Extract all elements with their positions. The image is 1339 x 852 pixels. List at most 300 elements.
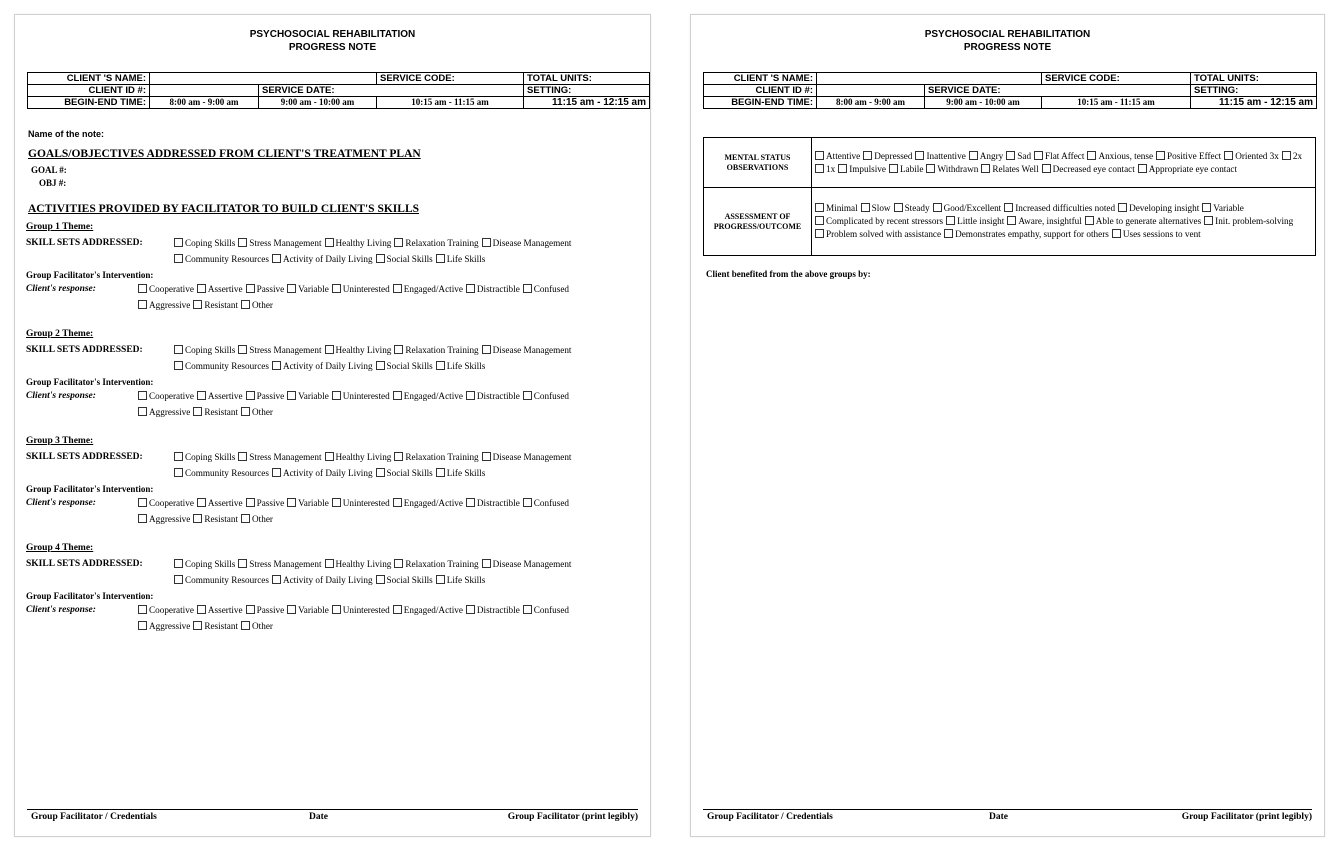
checkbox[interactable] — [1224, 151, 1233, 160]
option-item[interactable] — [981, 163, 1038, 176]
option-label: Resistant — [204, 300, 239, 310]
checkbox[interactable] — [436, 468, 445, 477]
checkbox[interactable] — [1156, 151, 1165, 160]
checkbox[interactable] — [197, 391, 206, 400]
checkbox[interactable] — [482, 559, 491, 568]
option-item[interactable] — [482, 345, 572, 356]
checkbox[interactable] — [466, 605, 475, 614]
checkbox[interactable] — [241, 300, 250, 309]
option-item[interactable] — [138, 284, 194, 295]
checkbox[interactable] — [174, 238, 183, 247]
option-item[interactable] — [174, 361, 269, 372]
checkbox[interactable] — [815, 229, 824, 238]
skill-options-row-2 — [174, 575, 488, 586]
response-options-row-1 — [138, 284, 572, 295]
skill-options-row-1 — [174, 559, 575, 570]
option-label: Slow — [871, 203, 891, 213]
service-code-label: SERVICE CODE: — [377, 73, 524, 85]
option-label: Uninterested — [342, 391, 390, 401]
option-item[interactable] — [436, 575, 486, 586]
checkbox[interactable] — [838, 164, 847, 173]
checkbox[interactable] — [1007, 216, 1016, 225]
option-item[interactable] — [272, 361, 373, 372]
option-item[interactable] — [272, 575, 373, 586]
checkbox[interactable] — [436, 254, 445, 263]
option-item[interactable] — [238, 345, 321, 356]
option-item[interactable] — [1042, 163, 1135, 176]
checkbox[interactable] — [523, 605, 532, 614]
checkbox[interactable] — [861, 203, 870, 212]
option-item[interactable] — [815, 228, 941, 241]
option-item[interactable] — [246, 498, 285, 509]
checkbox[interactable] — [393, 605, 402, 614]
checkbox[interactable] — [394, 559, 403, 568]
checkbox[interactable] — [393, 391, 402, 400]
option-item[interactable] — [1006, 150, 1031, 163]
option-item[interactable] — [138, 300, 190, 311]
checkbox[interactable] — [138, 498, 147, 507]
option-item[interactable] — [376, 361, 433, 372]
checkbox[interactable] — [933, 203, 942, 212]
checkbox[interactable] — [1042, 164, 1051, 173]
option-item[interactable] — [394, 345, 478, 356]
option-item[interactable] — [238, 238, 321, 249]
checkbox[interactable] — [174, 468, 183, 477]
option-item[interactable] — [332, 605, 390, 616]
option-label: Aggressive — [149, 300, 191, 310]
activities-heading: ACTIVITIES PROVIDED BY FACILITATOR TO BUILD CLIENT'S SKILLS — [28, 203, 420, 215]
option-item[interactable] — [241, 300, 273, 311]
checkbox[interactable] — [272, 254, 281, 263]
checkbox[interactable] — [325, 559, 334, 568]
option-item[interactable] — [894, 202, 930, 215]
checkbox[interactable] — [287, 498, 296, 507]
checkbox[interactable] — [241, 407, 250, 416]
option-item[interactable] — [482, 238, 572, 249]
checkbox[interactable] — [393, 284, 402, 293]
option-item[interactable] — [838, 163, 886, 176]
option-item[interactable] — [287, 498, 329, 509]
checkbox[interactable] — [174, 575, 183, 584]
option-label: 1x — [826, 163, 836, 174]
option-item[interactable] — [1118, 202, 1199, 215]
time-slot-2: 9:00 am - 10:00 am — [259, 97, 377, 109]
option-item[interactable] — [815, 150, 860, 163]
option-label: Activity of Daily Living — [282, 254, 373, 264]
option-item[interactable] — [138, 391, 194, 402]
option-label: Positive Effect — [1167, 150, 1222, 161]
checkbox[interactable] — [193, 514, 202, 523]
option-item[interactable] — [332, 498, 390, 509]
option-item[interactable] — [815, 215, 943, 228]
checkbox[interactable] — [466, 284, 475, 293]
option-item[interactable] — [523, 284, 569, 295]
option-item[interactable] — [1034, 150, 1084, 163]
checkbox[interactable] — [394, 452, 403, 461]
option-item[interactable] — [287, 391, 329, 402]
option-item[interactable] — [197, 284, 243, 295]
checkbox[interactable] — [394, 345, 403, 354]
checkbox[interactable] — [1004, 203, 1013, 212]
option-item[interactable] — [1282, 150, 1302, 163]
option-item[interactable] — [332, 391, 390, 402]
option-item[interactable] — [325, 345, 392, 356]
checkbox[interactable] — [138, 407, 147, 416]
checkbox[interactable] — [174, 345, 183, 354]
option-label: Variable — [298, 498, 329, 508]
checkbox[interactable] — [1112, 229, 1121, 238]
option-label: Labile — [899, 163, 924, 174]
checkbox[interactable] — [138, 605, 147, 614]
checkbox[interactable] — [969, 151, 978, 160]
option-label: Social Skills — [386, 468, 433, 478]
checkbox[interactable] — [889, 164, 898, 173]
option-label: Inattentive — [926, 150, 966, 161]
option-label: Passive — [256, 498, 285, 508]
option-item[interactable] — [482, 452, 572, 463]
option-item[interactable] — [393, 284, 463, 295]
option-label: Community Resources — [185, 361, 269, 371]
option-item[interactable] — [944, 228, 1109, 241]
option-item[interactable] — [1204, 215, 1293, 228]
option-label: Activity of Daily Living — [282, 468, 373, 478]
checkbox[interactable] — [287, 391, 296, 400]
option-item[interactable] — [376, 254, 433, 265]
checkbox[interactable] — [272, 575, 281, 584]
option-item[interactable] — [889, 163, 923, 176]
option-item[interactable] — [1138, 163, 1237, 176]
checkbox[interactable] — [1138, 164, 1147, 173]
option-item[interactable] — [393, 391, 463, 402]
option-label: Healthy Living — [335, 238, 392, 248]
checkbox[interactable] — [193, 407, 202, 416]
checkbox[interactable] — [246, 284, 255, 293]
option-label: Life Skills — [446, 361, 486, 371]
checkbox[interactable] — [393, 498, 402, 507]
response-options-row-1 — [138, 391, 572, 402]
checkbox[interactable] — [241, 621, 250, 630]
checkbox[interactable] — [287, 284, 296, 293]
option-item[interactable] — [138, 621, 190, 632]
option-item[interactable] — [969, 150, 1003, 163]
checkbox[interactable] — [238, 238, 247, 247]
client-name-label: CLIENT 'S NAME: — [28, 73, 150, 85]
option-item[interactable] — [1112, 228, 1201, 241]
checkbox[interactable] — [1282, 151, 1291, 160]
checkbox[interactable] — [815, 203, 824, 212]
checkbox[interactable] — [197, 605, 206, 614]
checkbox[interactable] — [394, 238, 403, 247]
option-item[interactable] — [926, 163, 978, 176]
checkbox[interactable] — [246, 391, 255, 400]
client-name-field[interactable] — [817, 73, 1042, 85]
checkbox[interactable] — [332, 284, 341, 293]
client-id-field[interactable] — [817, 85, 925, 97]
option-item[interactable] — [1087, 150, 1153, 163]
checkbox[interactable] — [246, 605, 255, 614]
checkbox[interactable] — [174, 452, 183, 461]
option-item[interactable] — [946, 215, 1004, 228]
option-item[interactable] — [193, 407, 238, 418]
option-item[interactable] — [1085, 215, 1201, 228]
checkbox[interactable] — [482, 452, 491, 461]
option-item[interactable] — [246, 605, 285, 616]
option-label: Engaged/Active — [403, 284, 463, 294]
option-item[interactable] — [1007, 215, 1081, 228]
checkbox[interactable] — [466, 391, 475, 400]
option-label: Social Skills — [386, 575, 433, 585]
group-theme-label: Group 2 Theme: — [26, 329, 94, 339]
checkbox[interactable] — [944, 229, 953, 238]
option-item[interactable] — [436, 361, 486, 372]
option-label: Uninterested — [342, 605, 390, 615]
client-response-label: Client's response: — [26, 284, 96, 294]
option-label: Disease Management — [492, 452, 572, 462]
option-item[interactable] — [325, 452, 392, 463]
option-label: Confused — [533, 605, 570, 615]
option-label: Disease Management — [492, 345, 572, 355]
option-item[interactable] — [523, 605, 569, 616]
checkbox[interactable] — [894, 203, 903, 212]
option-item[interactable] — [466, 605, 520, 616]
checkbox[interactable] — [138, 300, 147, 309]
option-item[interactable] — [272, 468, 373, 479]
checkbox[interactable] — [863, 151, 872, 160]
option-label: Attentive — [826, 150, 861, 161]
option-item[interactable] — [193, 300, 238, 311]
checkbox[interactable] — [138, 284, 147, 293]
option-item[interactable] — [174, 254, 269, 265]
checkbox[interactable] — [1085, 216, 1094, 225]
option-item[interactable] — [1156, 150, 1221, 163]
option-item[interactable] — [197, 391, 243, 402]
client-name-label: CLIENT 'S NAME: — [704, 73, 817, 85]
option-item[interactable] — [376, 575, 433, 586]
checkbox[interactable] — [238, 559, 247, 568]
option-item[interactable] — [376, 468, 433, 479]
client-info-table — [703, 72, 1317, 109]
option-item[interactable] — [241, 621, 273, 632]
checkbox[interactable] — [138, 621, 147, 630]
option-item[interactable] — [174, 468, 269, 479]
checkbox[interactable] — [1006, 151, 1015, 160]
option-item[interactable] — [193, 514, 238, 525]
note-name-label: Name of the note: — [28, 129, 105, 139]
option-item[interactable] — [241, 514, 273, 525]
time-slot-3: 10:15 am - 11:15 am — [1042, 97, 1191, 109]
option-item[interactable] — [174, 345, 235, 356]
checkbox[interactable] — [246, 498, 255, 507]
checkbox[interactable] — [946, 216, 955, 225]
checkbox[interactable] — [482, 345, 491, 354]
checkbox[interactable] — [436, 575, 445, 584]
checkbox[interactable] — [1204, 216, 1213, 225]
option-item[interactable] — [246, 284, 285, 295]
option-label: Complicated by recent stressors — [826, 216, 944, 226]
option-item[interactable] — [815, 163, 835, 176]
option-item[interactable] — [138, 605, 194, 616]
option-label: Withdrawn — [937, 163, 979, 174]
obj-label: OBJ #: — [39, 178, 67, 188]
response-options-row-1 — [138, 605, 572, 616]
checkbox[interactable] — [376, 254, 385, 263]
option-item[interactable] — [174, 559, 235, 570]
option-item[interactable] — [863, 150, 912, 163]
checkbox[interactable] — [1034, 151, 1043, 160]
option-item[interactable] — [246, 391, 285, 402]
option-label: Engaged/Active — [403, 498, 463, 508]
checkbox[interactable] — [174, 361, 183, 370]
checkbox[interactable] — [193, 300, 202, 309]
checkbox[interactable] — [436, 361, 445, 370]
client-name-field[interactable] — [150, 73, 377, 85]
option-item[interactable] — [138, 514, 190, 525]
option-item[interactable] — [436, 468, 486, 479]
option-item[interactable] — [174, 238, 235, 249]
option-item[interactable] — [1224, 150, 1279, 163]
option-item[interactable] — [394, 559, 478, 570]
option-item[interactable] — [287, 605, 329, 616]
checkbox[interactable] — [325, 452, 334, 461]
option-item[interactable] — [933, 202, 1002, 215]
checkbox[interactable] — [376, 468, 385, 477]
option-item[interactable] — [861, 202, 891, 215]
setting-label: SETTING: — [1191, 85, 1317, 97]
checkbox[interactable] — [1202, 203, 1211, 212]
checkbox[interactable] — [332, 498, 341, 507]
option-item[interactable] — [1202, 202, 1244, 215]
checkbox[interactable] — [138, 514, 147, 523]
option-label: Healthy Living — [335, 345, 392, 355]
option-item[interactable] — [238, 452, 321, 463]
checkbox[interactable] — [241, 514, 250, 523]
option-item[interactable] — [393, 498, 463, 509]
option-item[interactable] — [466, 391, 520, 402]
option-item[interactable] — [197, 605, 243, 616]
option-label: Variable — [298, 284, 329, 294]
option-label: 2x — [1292, 150, 1303, 161]
checkbox[interactable] — [272, 361, 281, 370]
checkbox[interactable] — [197, 498, 206, 507]
checkbox[interactable] — [1087, 151, 1096, 160]
option-item[interactable] — [815, 202, 858, 215]
option-item[interactable] — [523, 498, 569, 509]
option-item[interactable] — [287, 284, 329, 295]
checkbox[interactable] — [238, 345, 247, 354]
checkbox[interactable] — [325, 345, 334, 354]
checkbox[interactable] — [332, 605, 341, 614]
assessment-options — [812, 188, 1316, 256]
option-item[interactable] — [394, 238, 478, 249]
option-item[interactable] — [394, 452, 478, 463]
option-item[interactable] — [174, 452, 235, 463]
option-item[interactable] — [523, 391, 569, 402]
client-id-field[interactable] — [150, 85, 259, 97]
checkbox[interactable] — [981, 164, 990, 173]
checkbox[interactable] — [193, 621, 202, 630]
checkbox[interactable] — [376, 575, 385, 584]
option-item[interactable] — [332, 284, 390, 295]
option-item[interactable] — [325, 559, 392, 570]
checkbox[interactable] — [174, 254, 183, 263]
checkbox[interactable] — [287, 605, 296, 614]
goals-heading: GOALS/OBJECTIVES ADDRESSED FROM CLIENT'S TREATMENT PLAN — [28, 148, 421, 160]
checkbox[interactable] — [325, 238, 334, 247]
option-label: Anxious, tense — [1098, 150, 1154, 161]
time-slot-2: 9:00 am - 10:00 am — [925, 97, 1042, 109]
option-item[interactable] — [466, 498, 520, 509]
option-item[interactable] — [325, 238, 392, 249]
checkbox[interactable] — [926, 164, 935, 173]
checkbox[interactable] — [1118, 203, 1127, 212]
option-item[interactable] — [915, 150, 965, 163]
option-label: Healthy Living — [335, 559, 392, 569]
checkbox[interactable] — [523, 391, 532, 400]
service-code-label: SERVICE CODE: — [1042, 73, 1191, 85]
client-info-table — [27, 72, 650, 109]
option-label: Resistant — [204, 621, 239, 631]
option-item[interactable] — [393, 605, 463, 616]
client-id-label: CLIENT ID #: — [28, 85, 150, 97]
option-item[interactable] — [466, 284, 520, 295]
option-label: Resistant — [204, 514, 239, 524]
option-item[interactable] — [238, 559, 321, 570]
form-title — [691, 28, 1324, 54]
checkbox[interactable] — [466, 498, 475, 507]
checkbox[interactable] — [482, 238, 491, 247]
option-item[interactable] — [197, 498, 243, 509]
option-item[interactable] — [193, 621, 238, 632]
checkbox[interactable] — [174, 559, 183, 568]
option-item[interactable] — [436, 254, 486, 265]
option-item[interactable] — [272, 254, 373, 265]
option-label: Assertive — [207, 605, 243, 615]
option-label: Stress Management — [249, 345, 322, 355]
option-item[interactable] — [174, 575, 269, 586]
checkbox[interactable] — [815, 151, 824, 160]
checkbox[interactable] — [815, 164, 824, 173]
checkbox[interactable] — [815, 216, 824, 225]
option-item[interactable] — [1004, 202, 1115, 215]
checkbox[interactable] — [197, 284, 206, 293]
checkbox[interactable] — [376, 361, 385, 370]
checkbox[interactable] — [238, 452, 247, 461]
option-item[interactable] — [241, 407, 273, 418]
option-label: Assertive — [207, 284, 243, 294]
facilitator-print-label: Group Facilitator (print legibly) — [507, 812, 638, 822]
option-label: Other — [252, 514, 273, 524]
option-label: Uses sessions to vent — [1122, 229, 1201, 239]
option-label: Coping Skills — [185, 452, 236, 462]
checkbox[interactable] — [332, 391, 341, 400]
option-item[interactable] — [138, 407, 190, 418]
option-item[interactable] — [482, 559, 572, 570]
checkbox[interactable] — [915, 151, 924, 160]
facilitator-intervention-label: Group Facilitator's Intervention: — [26, 270, 154, 280]
checkbox[interactable] — [523, 284, 532, 293]
checkbox[interactable] — [272, 468, 281, 477]
option-label: Cooperative — [149, 284, 194, 294]
observations-table — [703, 137, 1316, 256]
option-item[interactable] — [138, 498, 194, 509]
time-slot-1: 8:00 am - 9:00 am — [817, 97, 925, 109]
group-theme-label: Group 4 Theme: — [26, 543, 94, 553]
option-label: Minimal — [826, 203, 858, 213]
option-label: Community Resources — [185, 254, 269, 264]
option-label: Disease Management — [492, 559, 572, 569]
checkbox[interactable] — [138, 391, 147, 400]
checkbox[interactable] — [523, 498, 532, 507]
